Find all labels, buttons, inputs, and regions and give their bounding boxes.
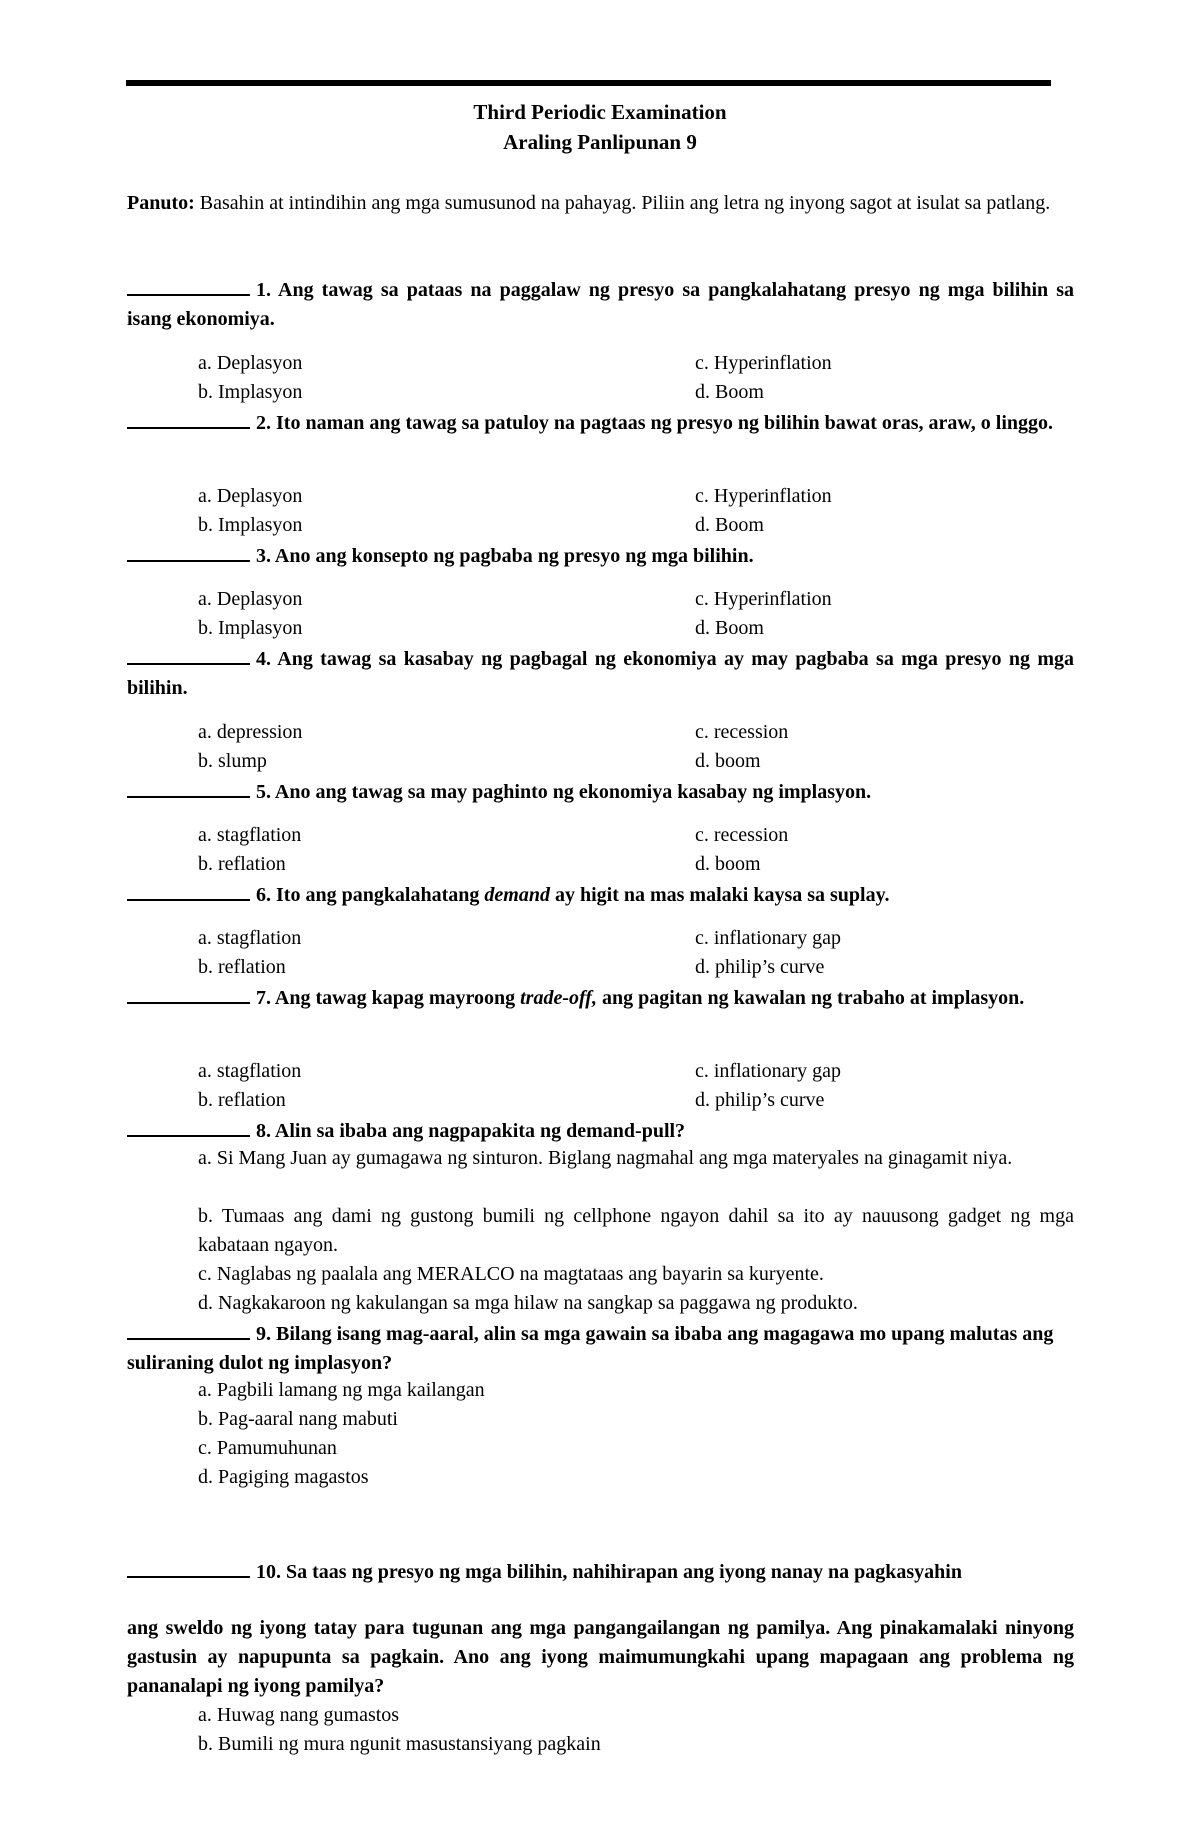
question-text: Sa taas ng presyo ng mga bilihin, nahihirapan ang iyong nanay na pagkasyahin bbox=[286, 1561, 962, 1583]
question-2 bbox=[127, 407, 1074, 438]
option-4b: b. slump bbox=[198, 750, 267, 772]
question-1 bbox=[127, 274, 1074, 334]
instructions bbox=[127, 189, 1077, 218]
option-2d: d. Boom bbox=[695, 514, 764, 536]
question-text: Ito naman ang tawag sa patuloy na pagtaas ng presyo ng bilihin bawat oras, araw, o linggo. bbox=[276, 412, 1053, 434]
question-number: 1. bbox=[256, 279, 271, 301]
answer-blank-7[interactable] bbox=[127, 982, 250, 1004]
question-number: 10. bbox=[256, 1561, 281, 1583]
option-1c: c. Hyperinflation bbox=[695, 352, 832, 374]
answer-blank-1[interactable] bbox=[127, 274, 250, 296]
question-number: 7. bbox=[256, 987, 271, 1009]
instructions-text: Basahin at intindihin ang mga sumusunod na pahayag. Piliin ang letra ng inyong sagot at isulat sa patlang. bbox=[199, 192, 1051, 214]
option-8a: a. Si Mang Juan ay gumagawa ng sinturon. Biglang nagmahal ang mga materyales na ginagamit niya. bbox=[198, 1147, 1013, 1169]
question-6 bbox=[127, 879, 1074, 910]
question-emphasis: trade-off, bbox=[520, 987, 597, 1009]
option-5a: a. stagflation bbox=[198, 824, 302, 846]
question-number: 8. bbox=[256, 1120, 271, 1142]
option-6b: b. reflation bbox=[198, 956, 286, 978]
question-10 bbox=[127, 1556, 1074, 1587]
option-1d: d. Boom bbox=[695, 381, 764, 403]
answer-blank-10[interactable] bbox=[127, 1556, 250, 1578]
question-text: Ang tawag sa pataas na paggalaw ng presyo sa pangkalahatang presyo ng mga bilihin sa isang ekonomiya. bbox=[127, 279, 1075, 330]
option-3b: b. Implasyon bbox=[198, 617, 303, 639]
question-text: Ano ang tawag sa may paghinto ng ekonomiya kasabay ng implasyon. bbox=[274, 781, 872, 803]
question-text: Ano ang konsepto ng pagbaba ng presyo ng mga bilihin. bbox=[274, 545, 754, 567]
option-2a: a. Deplasyon bbox=[198, 485, 303, 507]
option-6a: a. stagflation bbox=[198, 927, 302, 949]
option-4c: c. recession bbox=[695, 721, 789, 743]
question-number: 4. bbox=[256, 648, 271, 670]
question-10-continued: ang sweldo ng iyong tatay para tugunan ang mga pangangailangan ng pamilya. Ang pinakamalaki ninyong gastusin ay napupunta sa pagkain. Ano ang iyong maimumungkahi upang mapagaan ang problema ng pananalapi ng iyong pamilya? bbox=[127, 1617, 1074, 1697]
option-5d: d. boom bbox=[695, 853, 761, 875]
question-number: 3. bbox=[256, 545, 271, 567]
exam-title: Third Periodic Examination bbox=[473, 100, 727, 124]
option-8d: d. Nagkakaroon ng kakulangan sa mga hilaw na sangkap sa paggawa ng produkto. bbox=[198, 1292, 858, 1314]
option-10a: a. Huwag nang gumastos bbox=[198, 1704, 400, 1726]
answer-blank-4[interactable] bbox=[127, 643, 250, 665]
option-3d: d. Boom bbox=[695, 617, 764, 639]
option-3a: a. Deplasyon bbox=[198, 588, 303, 610]
option-1b: b. Implasyon bbox=[198, 381, 303, 403]
question-3 bbox=[127, 540, 1074, 571]
subject-title: Araling Panlipunan 9 bbox=[503, 130, 697, 154]
option-5c: c. recession bbox=[695, 824, 789, 846]
answer-blank-5[interactable] bbox=[127, 776, 250, 798]
answer-blank-2[interactable] bbox=[127, 407, 250, 429]
question-5 bbox=[127, 776, 1074, 807]
answer-blank-9[interactable] bbox=[127, 1318, 250, 1340]
question-emphasis: demand bbox=[484, 884, 550, 906]
option-9a: a. Pagbili lamang ng mga kailangan bbox=[198, 1379, 485, 1401]
question-text: ay higit na mas malaki kaysa sa suplay. bbox=[554, 884, 890, 906]
question-number: 5. bbox=[256, 781, 271, 803]
option-7c: c. inflationary gap bbox=[695, 1060, 842, 1082]
option-8b: b. Tumaas ang dami ng gustong bumili ng cellphone ngayon dahil sa ito ay nauusong gadget ng mga kabataan ngayon. bbox=[198, 1205, 1074, 1256]
option-7b: b. reflation bbox=[198, 1089, 286, 1111]
question-text: Ang tawag sa kasabay ng pagbagal ng ekonomiya ay may pagbaba sa mga presyo ng mga bilihin. bbox=[127, 648, 1074, 699]
question-text: ang pagitan ng kawalan ng trabaho at implasyon. bbox=[601, 987, 1025, 1009]
option-1a: a. Deplasyon bbox=[198, 352, 303, 374]
question-number: 6. bbox=[256, 884, 271, 906]
option-6c: c. inflationary gap bbox=[695, 927, 842, 949]
question-number: 2. bbox=[256, 412, 271, 434]
question-text: Ito ang pangkalahatang bbox=[276, 884, 480, 906]
answer-blank-6[interactable] bbox=[127, 879, 250, 901]
option-2b: b. Implasyon bbox=[198, 514, 303, 536]
option-9c: c. Pamumuhunan bbox=[198, 1437, 337, 1459]
option-10b: b. Bumili ng mura ngunit masustansiyang pagkain bbox=[198, 1733, 601, 1755]
instructions-label: Panuto: bbox=[127, 192, 195, 214]
question-4 bbox=[127, 643, 1074, 703]
question-7 bbox=[127, 982, 1074, 1013]
question-9 bbox=[127, 1318, 1074, 1378]
option-8c: c. Naglabas ng paalala ang MERALCO na magtataas ang bayarin sa kuryente. bbox=[198, 1263, 824, 1285]
header-rule bbox=[126, 80, 1051, 86]
option-6d: d. philip’s curve bbox=[695, 956, 825, 978]
option-2c: c. Hyperinflation bbox=[695, 485, 832, 507]
question-number: 9. bbox=[256, 1323, 271, 1345]
option-9d: d. Pagiging magastos bbox=[198, 1466, 369, 1488]
answer-blank-3[interactable] bbox=[127, 540, 250, 562]
option-7d: d. philip’s curve bbox=[695, 1089, 825, 1111]
question-text: Ang tawag kapag mayroong bbox=[274, 987, 516, 1009]
answer-blank-8[interactable] bbox=[127, 1115, 250, 1137]
option-7a: a. stagflation bbox=[198, 1060, 302, 1082]
option-3c: c. Hyperinflation bbox=[695, 588, 832, 610]
question-text: Alin sa ibaba ang nagpapakita ng demand-pull? bbox=[274, 1120, 686, 1142]
question-text: Bilang isang mag-aaral, alin sa mga gawain sa ibaba ang magagawa mo upang malutas ang suliraning dulot ng implasyon? bbox=[127, 1323, 1054, 1374]
option-4d: d. boom bbox=[695, 750, 761, 772]
option-9b: b. Pag-aaral nang mabuti bbox=[198, 1408, 398, 1430]
question-8 bbox=[127, 1115, 1074, 1146]
option-4a: a. depression bbox=[198, 721, 303, 743]
option-5b: b. reflation bbox=[198, 853, 286, 875]
